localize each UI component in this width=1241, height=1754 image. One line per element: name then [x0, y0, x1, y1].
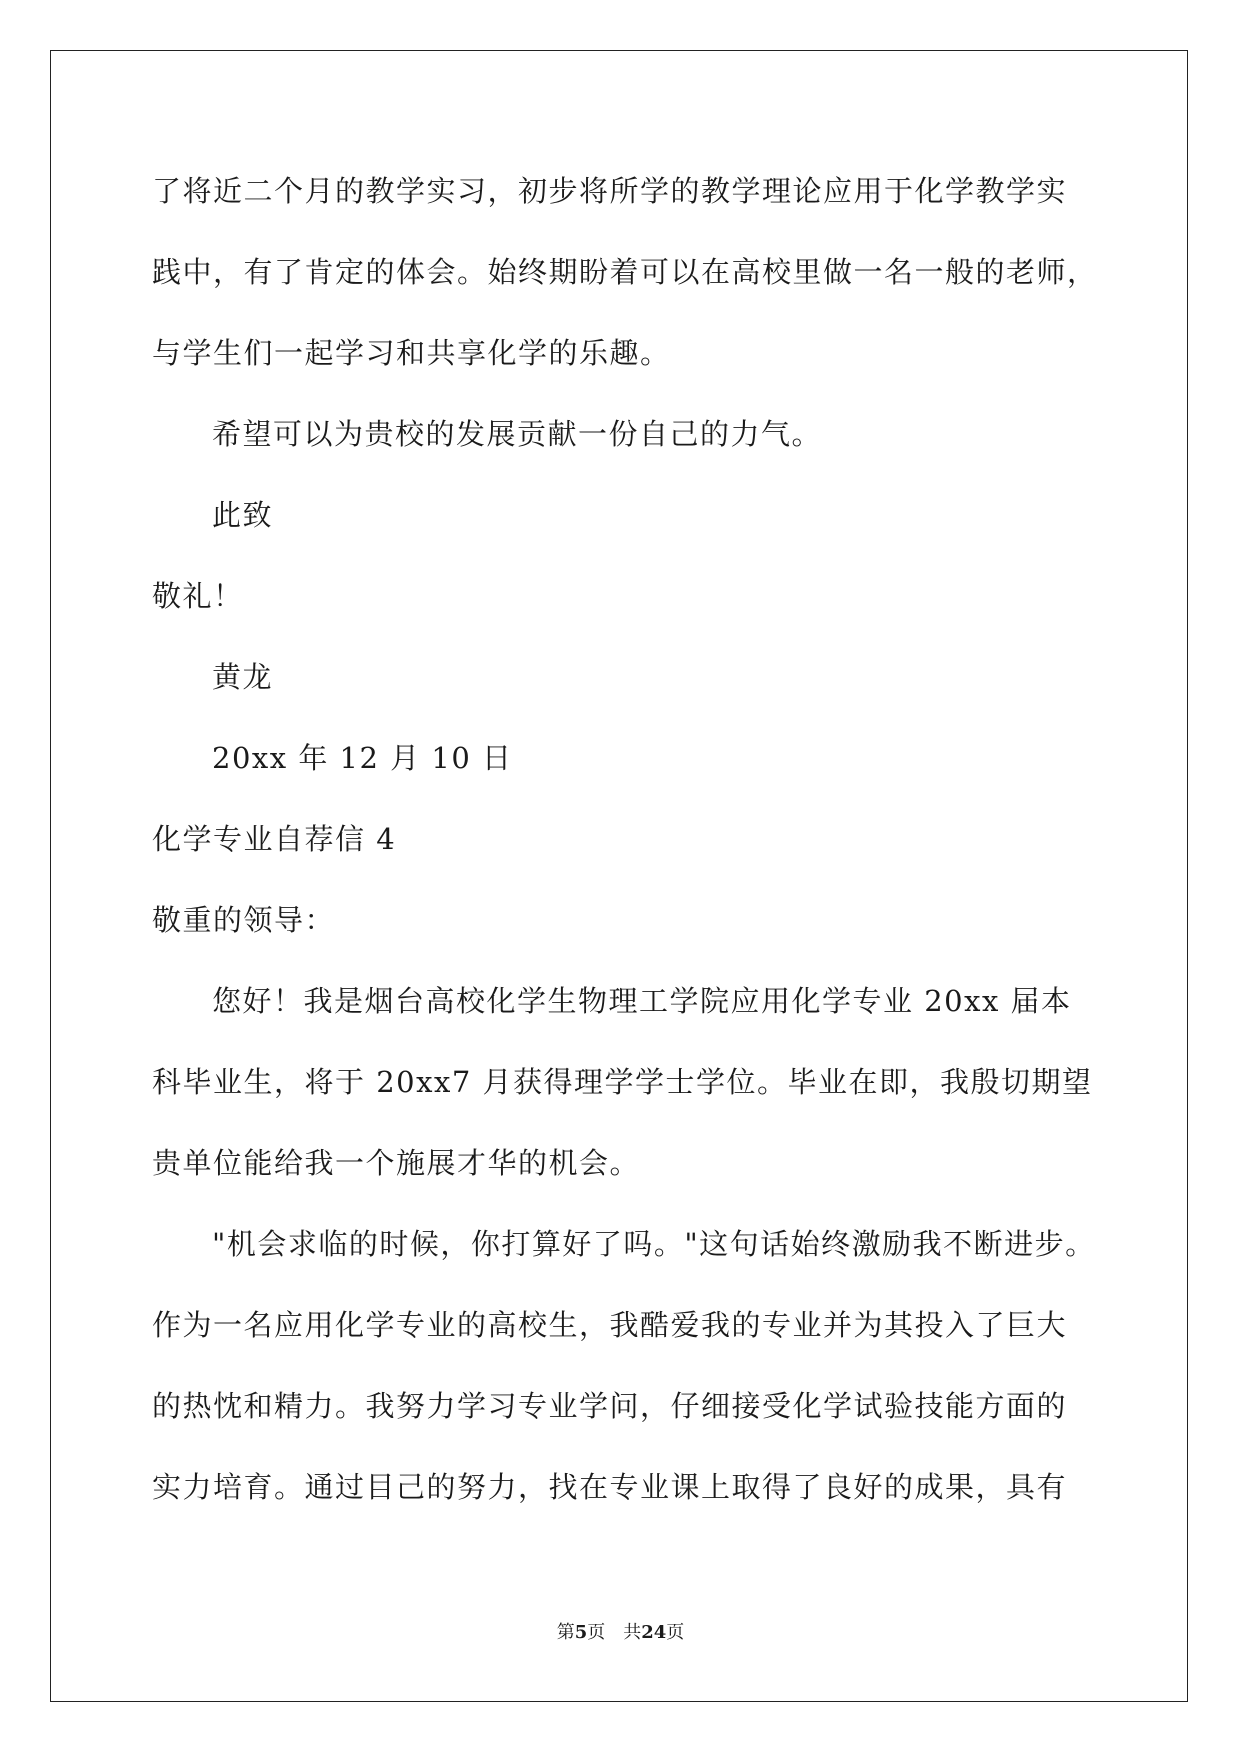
body-line-12: 科毕业生，将于 20xx7 月获得理学学士学位。毕业在即，我殷切期望 [152, 1065, 1093, 1099]
page-total: 24 [641, 1622, 667, 1643]
section-title: 化学专业自荐信 4 [152, 822, 397, 856]
body-line-17: 实力培育。通过目己的努力，找在专业课上取得了良好的成果，具有 [152, 1470, 1068, 1504]
page-current: 5 [574, 1622, 588, 1643]
greeting: 敬重的领导： [152, 903, 336, 937]
page-suffix: 页 [666, 1622, 685, 1643]
body-line-2: 践中，有了肯定的体会。始终期盼着可以在高校里做一名一般的老师， [152, 255, 1098, 289]
body-line-14: "机会求临的时候，你打算好了吗。"这句话始终激励我不断进步。 [212, 1227, 1096, 1261]
body-line-16: 的热忱和精力。我努力学习专业学问，仔细接受化学试验技能方面的 [152, 1389, 1068, 1423]
body-line-13: 贵单位能给我一个施展才华的机会。 [152, 1146, 641, 1180]
signature-date: 20xx 年 12 月 10 日 [212, 741, 513, 775]
body-line-11: 您好！我是烟台高校化学生物理工学院应用化学专业 20xx 届本 [212, 984, 1072, 1018]
closing-phrase: 此致 [212, 498, 274, 532]
page-frame [50, 50, 1188, 1702]
salutation-closing: 敬礼！ [152, 579, 244, 613]
body-line-1: 了将近二个月的教学实习，初步将所学的教学理论应用于化学教学实 [152, 174, 1068, 208]
page-number-footer [0, 1621, 1241, 1645]
body-line-3: 与学生们一起学习和共享化学的乐趣。 [152, 336, 671, 370]
page-mid: 页 共 [587, 1622, 642, 1643]
page-prefix: 第 [556, 1622, 575, 1643]
body-line-15: 作为一名应用化学专业的高校生，我酷爱我的专业并为其投入了巨大 [152, 1308, 1068, 1342]
signature-name: 黄龙 [212, 660, 274, 694]
body-line-4: 希望可以为贵校的发展贡献一份自己的力气。 [212, 417, 823, 451]
